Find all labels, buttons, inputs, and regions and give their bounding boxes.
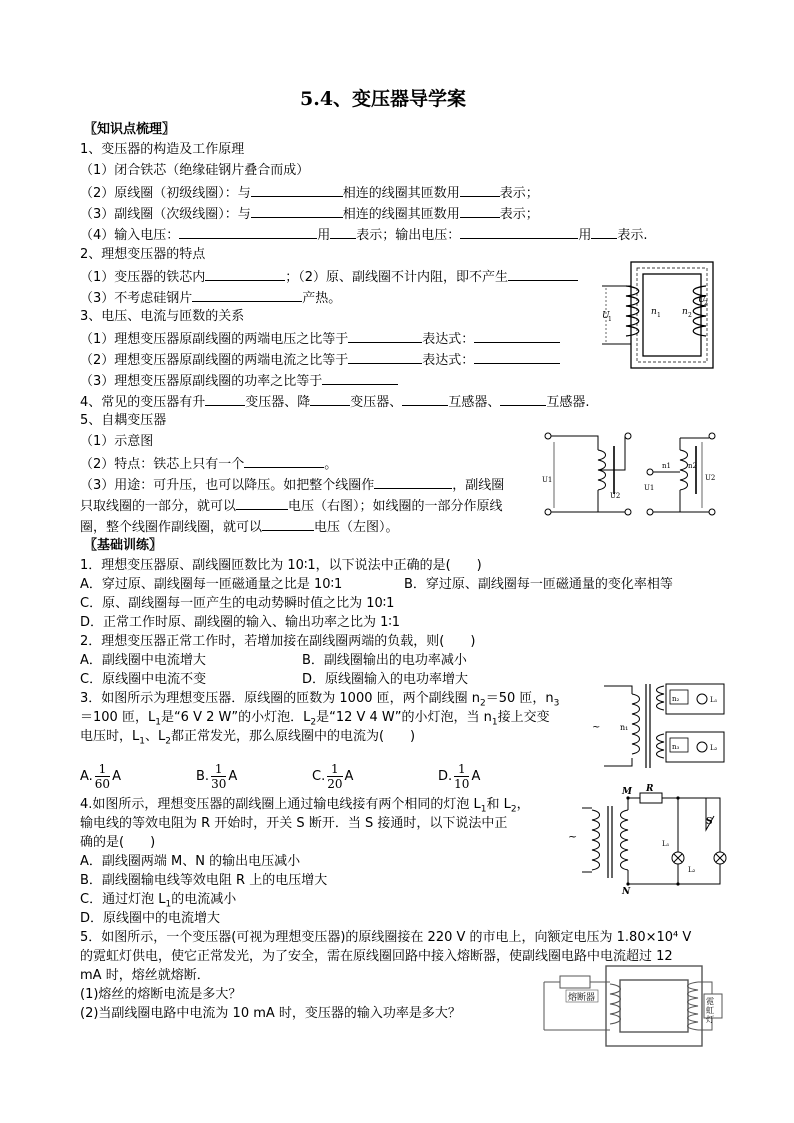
label-n2: n₂ <box>672 695 680 703</box>
question-3-line2 <box>80 710 550 726</box>
label-neon-lamp: 霓虹灯 <box>706 997 714 1024</box>
question-4-line2: 输电线的等效电阻为 R 开始时，开关 S 断开．当 S 接通时，以下说法中正 <box>80 816 508 831</box>
label-u1: U1 <box>542 476 553 484</box>
q1-option-a: A．穿过原、副线圈每一匝磁通量之比是 10∶1 <box>80 577 343 592</box>
text: ＝50 匝，n <box>485 691 554 706</box>
ac-source-symbol: ~ <box>568 830 578 843</box>
subscript: 2 <box>510 804 517 815</box>
label-r: R <box>646 784 654 794</box>
label-n1: n1 <box>662 462 671 470</box>
text: （3）副线圈（次级线圈）：与 <box>80 207 251 222</box>
label-u2: U <box>698 295 706 305</box>
label-n2: n2 <box>688 462 697 470</box>
blank <box>330 226 356 239</box>
point-5-3 <box>80 476 504 494</box>
unit: A <box>112 769 121 784</box>
blank <box>402 393 448 406</box>
blank <box>474 351 560 364</box>
blank <box>205 268 285 281</box>
blank <box>500 393 546 406</box>
q3-option-a <box>80 762 121 792</box>
q3-option-b <box>196 762 237 792</box>
q3-option-c <box>312 762 353 792</box>
question-4-line1 <box>80 797 530 813</box>
point-1-4 <box>80 226 647 244</box>
point-2-3 <box>80 289 341 307</box>
q2-option-c: C．原线圈中电流不变 <box>80 672 207 687</box>
label-u1-sub: 1 <box>608 316 612 323</box>
q2-option-d: D．原线圈输入的电功率增大 <box>302 672 469 687</box>
label-n: N <box>622 887 631 894</box>
blank <box>262 518 314 531</box>
option-letter: A. <box>80 769 93 784</box>
blank <box>251 184 343 197</box>
q1-option-b: B．穿过原、副线圈每一匝磁通量的变化率相等 <box>404 577 673 592</box>
blank <box>474 330 560 343</box>
text: （3）用途：可升压，也可以降压。如把整个线圈作 <box>80 478 375 493</box>
numerator: 1 <box>95 762 110 777</box>
text: 只取线圈的一部分，就可以 <box>80 499 237 514</box>
text: 都正常发光，那么原线圈中的电流为( ) <box>170 729 416 744</box>
text: 变压器、降 <box>245 395 311 410</box>
q4-option-d: D．原线圈中的电流增大 <box>80 911 221 926</box>
text: 表示；输出电压： <box>356 228 461 243</box>
label-l2: L₂ <box>710 744 718 752</box>
blank <box>460 184 500 197</box>
text: 电压（左图）。 <box>314 520 399 535</box>
subscript: 1 <box>480 804 487 815</box>
text: 表达式： <box>422 353 475 368</box>
text: ，副线圈 <box>452 478 505 493</box>
label-fuse: 熔断器 <box>568 993 596 1003</box>
q1-option-c: C．原、副线圈每一匝产生的电动势瞬时值之比为 10∶1 <box>80 596 395 611</box>
text: （4）输入电压： <box>80 228 180 243</box>
denominator: 60 <box>94 777 111 791</box>
denominator: 10 <box>454 777 470 791</box>
blank <box>374 476 452 489</box>
neon-lamp-transformer-diagram <box>540 960 728 1052</box>
label-u2: U2 <box>610 492 621 500</box>
blank <box>591 226 617 239</box>
point-5-3-cont <box>80 497 503 515</box>
label-l1: L₁ <box>710 696 718 704</box>
text: ， <box>516 797 530 812</box>
point-3-heading: 3、电压、电流与匝数的关系 <box>80 309 245 324</box>
point-2-heading: 2、理想变压器的特点 <box>80 247 206 262</box>
text: C．通过灯泡 L <box>80 892 166 907</box>
text: 接上交变 <box>497 710 550 725</box>
section-header-knowledge: 〖知识点梳理〗 <box>84 122 176 137</box>
text: 表示. <box>617 228 648 243</box>
label-n1: n₁ <box>620 723 629 732</box>
numerator: 1 <box>327 762 342 777</box>
question-5-line2: 的霓虹灯供电，使它正常发光，为了安全，需在原线圈回路中接入熔断器，使副线圈电路中电流超过 12 <box>80 949 673 964</box>
question-5-part1: (1)熔丝的熔断电流是多大？ <box>80 987 242 1002</box>
point-5-heading: 5、自耦变压器 <box>80 413 167 428</box>
point-3-3 <box>80 372 398 390</box>
subscript: 1 <box>491 717 498 728</box>
text: 4.如图所示，理想变压器的副线圈上通过输电线接有两个相同的灯泡 L <box>80 797 481 812</box>
denominator: 20 <box>327 777 343 791</box>
text: 的电流减小 <box>171 892 237 907</box>
point-1-heading: 1、变压器的构造及工作原理 <box>80 142 245 157</box>
q2-option-a: A．副线圈中电流增大 <box>80 653 206 668</box>
blank <box>508 268 578 281</box>
fraction <box>454 762 469 791</box>
text: 4、常见的变压器有升 <box>80 395 206 410</box>
label-m: M <box>622 787 632 797</box>
label-n1: n <box>651 307 657 317</box>
numerator: 1 <box>211 762 226 777</box>
blank <box>244 455 324 468</box>
label-u1-right: U1 <box>644 484 655 492</box>
blank <box>251 205 343 218</box>
label-u2-sub: 2 <box>704 300 708 307</box>
text: （3）理想变压器原副线圈的功率之比等于 <box>80 374 323 389</box>
text: （1）理想变压器原副线圈的两端电压之比等于 <box>80 332 349 347</box>
question-1: 1．理想变压器原、副线圈匝数比为 10∶1，以下说法中正确的是( ) <box>80 558 482 573</box>
label-l1: L₁ <box>662 840 670 848</box>
text: 表示； <box>499 207 539 222</box>
question-2: 2．理想变压器正常工作时，若增加接在副线圈两端的负载，则( ) <box>80 634 476 649</box>
two-secondary-transformer-diagram <box>590 678 730 774</box>
point-1-2 <box>80 184 539 202</box>
q4-option-c <box>80 892 236 908</box>
point-2-1 <box>80 268 578 286</box>
blank <box>348 351 422 364</box>
blank <box>460 205 500 218</box>
fraction <box>95 762 110 791</box>
question-5-line1: 5．如图所示，一个变压器(可视为理想变压器)的原线圈接在 220 V 的市电上，向额定电压为 1.80×10⁴ V <box>80 930 692 945</box>
q2-option-b: B．副线圈输出的电功率减小 <box>302 653 467 668</box>
option-letter: B. <box>196 769 210 784</box>
label-u2-right: U2 <box>705 474 716 482</box>
point-1-3 <box>80 205 539 223</box>
label-l2: L₂ <box>688 866 696 874</box>
text: 变压器、 <box>350 395 403 410</box>
blank <box>236 497 288 510</box>
text: 表示； <box>499 186 539 201</box>
text: 相连的线圈其匝数用 <box>342 207 460 222</box>
label-n1-sub: 1 <box>657 312 661 319</box>
blank <box>205 393 245 406</box>
text: 3．如图所示为理想变压器．原线圈的匝数为 1000 匝，两个副线圈 n <box>80 691 480 706</box>
point-5-1: （1）示意图 <box>80 434 154 449</box>
question-5-part2: (2)当副线圈电路中电流为 10 mA 时，变压器的输入功率是多大？ <box>80 1006 461 1021</box>
text: 和 L <box>486 797 511 812</box>
text: （3）不考虑硅钢片 <box>80 291 193 306</box>
section-header-training: 〖基础训练〗 <box>84 538 163 553</box>
option-letter: D. <box>438 769 453 784</box>
text: 是“12 V 4 W”的小灯泡，当 n <box>316 710 492 725</box>
subscript: 1 <box>165 899 172 910</box>
text: 用 <box>578 228 592 243</box>
blank <box>460 226 578 239</box>
point-3-1 <box>80 330 560 348</box>
fraction <box>211 762 226 791</box>
point-1-1: （1）闭合铁芯（绝缘硅钢片叠合而成） <box>80 163 310 178</box>
label-s: S <box>706 817 713 827</box>
question-3-line3 <box>80 729 415 745</box>
blank <box>310 393 350 406</box>
text: 互感器. <box>546 395 590 410</box>
text: 是“6 V 2 W”的小灯泡．L <box>160 710 311 725</box>
text: 表达式： <box>422 332 475 347</box>
point-3-2 <box>80 351 560 369</box>
text: （2）理想变压器原副线圈的两端电流之比等于 <box>80 353 349 368</box>
point-4 <box>80 393 589 411</box>
text: 电压（右图）；如线圈的一部分作原线 <box>288 499 503 514</box>
autotransformer-diagram <box>540 428 720 520</box>
unit: A <box>471 769 481 784</box>
label-n2: n <box>682 307 688 317</box>
text: 相连的线圈其匝数用 <box>342 186 460 201</box>
point-5-2 <box>80 455 337 473</box>
subscript: 2 <box>480 698 486 709</box>
label-n2-sub: 2 <box>688 312 692 319</box>
question-5-line3: mA 时，熔丝就熔断． <box>80 968 210 983</box>
ac-source-symbol: ~ <box>592 722 601 733</box>
subscript: 1 <box>155 717 161 728</box>
label-u1: U <box>602 311 610 321</box>
q1-option-d: D．正常工作时原、副线圈的输入、输出功率之比为 1∶1 <box>80 615 401 630</box>
text: 电压时，L <box>80 729 140 744</box>
text: 互感器、 <box>448 395 501 410</box>
subscript: 3 <box>553 698 560 709</box>
fraction <box>327 762 342 791</box>
q3-option-d <box>438 762 480 792</box>
text: （2）原线圈（初级线圈）：与 <box>80 186 251 201</box>
page-title: 5.4、变压器导学案 <box>300 88 467 110</box>
text: ；（2）原、副线圈不计内阻，即不产生 <box>285 270 509 285</box>
point-5-3-cont2 <box>80 518 399 536</box>
unit: A <box>344 769 354 784</box>
text: 用 <box>317 228 331 243</box>
blank <box>192 289 302 302</box>
transformer-diagram <box>598 258 716 374</box>
q4-option-a: A．副线圈两端 M、N 的输出电压减小 <box>80 854 301 869</box>
text: 产热。 <box>302 291 342 306</box>
denominator: 30 <box>211 777 227 791</box>
text: （1）变压器的铁芯内 <box>80 270 206 285</box>
text: ＝100 匝，L <box>80 710 156 725</box>
text: （2）特点：铁芯上只有一个 <box>80 457 245 472</box>
subscript: 1 <box>139 736 145 747</box>
transmission-line-diagram <box>566 782 730 894</box>
unit: A <box>228 769 238 784</box>
blank <box>322 372 398 385</box>
subscript: 2 <box>165 736 171 747</box>
text: 圈，整个线圈作副线圈，就可以 <box>80 520 263 535</box>
subscript: 2 <box>310 717 317 728</box>
label-n3: n₃ <box>672 743 680 751</box>
question-4-line3: 确的是( ) <box>80 835 156 850</box>
text: 。 <box>324 457 338 472</box>
text: 、L <box>144 729 166 744</box>
q4-option-b: B．副线圈输电线等效电阻 R 上的电压增大 <box>80 873 328 888</box>
blank <box>179 226 317 239</box>
question-3-line1 <box>80 691 559 707</box>
numerator: 1 <box>454 762 469 777</box>
option-letter: C. <box>312 769 326 784</box>
blank <box>348 330 422 343</box>
